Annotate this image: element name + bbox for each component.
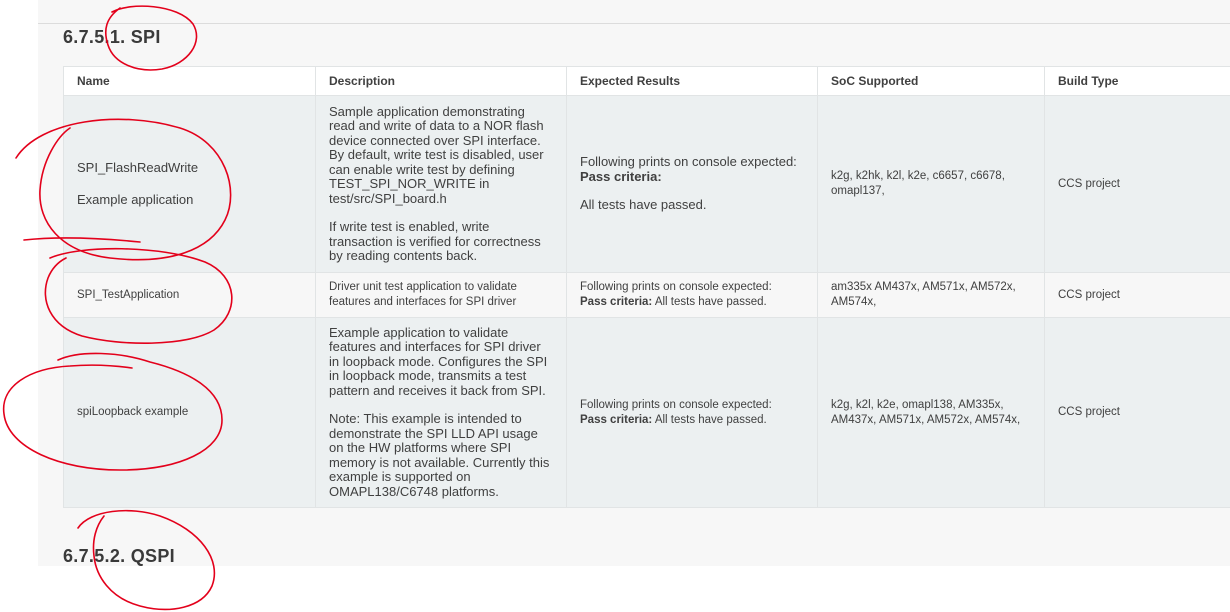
cell-name	[64, 273, 316, 318]
soc-list: am335x AM437x, AM571x, AM572x, AM574x,	[831, 281, 1016, 308]
cell-soc-supported	[818, 96, 1045, 273]
cell-build-type	[1045, 318, 1230, 508]
pass-criteria-value: All tests have passed.	[654, 296, 767, 308]
column-header-description: Description	[316, 67, 567, 96]
table-row	[64, 273, 1230, 318]
cell-description	[316, 318, 567, 508]
cell-build-type	[1045, 273, 1230, 318]
example-name: SPI_FlashReadWrite	[77, 159, 199, 175]
expected-intro: Following prints on console expected:	[580, 281, 772, 293]
build-type: CCS project	[1058, 177, 1120, 190]
example-subtitle: Example application	[77, 192, 194, 207]
table-row	[64, 318, 1230, 508]
cell-name	[64, 318, 316, 508]
description-text: Driver unit test application to validate features and interfaces for SPI driver	[329, 281, 517, 308]
section-heading-spi: 6.7.5.1. SPI	[63, 27, 161, 47]
cell-build-type	[1045, 96, 1230, 273]
example-name: spiLoopback example	[77, 406, 189, 418]
cell-expected-results	[567, 273, 818, 318]
example-name: SPI_TestApplication	[77, 288, 180, 301]
cell-expected-results	[567, 96, 818, 273]
column-header-build-type: Build Type	[1045, 67, 1230, 96]
pass-criteria-value: All tests have passed.	[654, 413, 767, 426]
description-note: If write test is enabled, write transaction is verified for correctness by reading contents back.	[329, 219, 541, 263]
cell-name	[64, 96, 316, 273]
divider	[38, 23, 1230, 24]
cell-soc-supported	[818, 318, 1045, 508]
description-note: Note: This example is intended to demonstrate the SPI LLD API usage on the HW platforms where SPI memory is not available. Currently this example is supported on OMAPL138/C6748 platforms.	[329, 411, 550, 499]
build-type: CCS project	[1058, 406, 1120, 418]
pass-criteria-label: Pass criteria:	[580, 413, 653, 426]
pass-criteria-value: All tests have passed.	[580, 197, 707, 213]
pass-criteria-label: Pass criteria:	[580, 296, 653, 308]
cell-description	[316, 273, 567, 318]
expected-intro: Following prints on console expected:	[580, 398, 772, 411]
soc-list: k2g, k2hk, k2l, k2e, c6657, c6678, omapl137,	[831, 170, 1005, 197]
build-type: CCS project	[1058, 288, 1120, 301]
table-header-row	[64, 67, 1230, 96]
column-header-name: Name	[64, 67, 316, 96]
cell-expected-results	[567, 318, 818, 508]
expected-intro: Following prints on console expected:	[580, 154, 797, 170]
cell-description	[316, 96, 567, 273]
pass-criteria-label: Pass criteria:	[580, 168, 662, 184]
description-text: Sample application demonstrating read and write of data to a NOR flash device connected over SPI interface. By default, write test is disabled, user can enable write test by defining TEST_SPI_NOR_WRITE in test/src/SPI_board.h	[329, 103, 544, 206]
section-heading-qspi: 6.7.5.2. QSPI	[63, 546, 175, 566]
spi-examples-table	[63, 66, 1230, 508]
table-row	[64, 96, 1230, 273]
cell-soc-supported	[818, 273, 1045, 318]
description-text: Example application to validate features and interfaces for SPI driver in loopback mode. Configures the SPI in loopback mode, transmits a test pattern and receives it back from SPI.	[329, 324, 548, 398]
column-header-expected-results: Expected Results	[567, 67, 818, 96]
soc-list: k2g, k2l, k2e, omapl138, AM335x, AM437x, AM571x, AM572x, AM574x,	[831, 398, 1021, 426]
column-header-soc-supported: SoC Supported	[818, 67, 1045, 96]
